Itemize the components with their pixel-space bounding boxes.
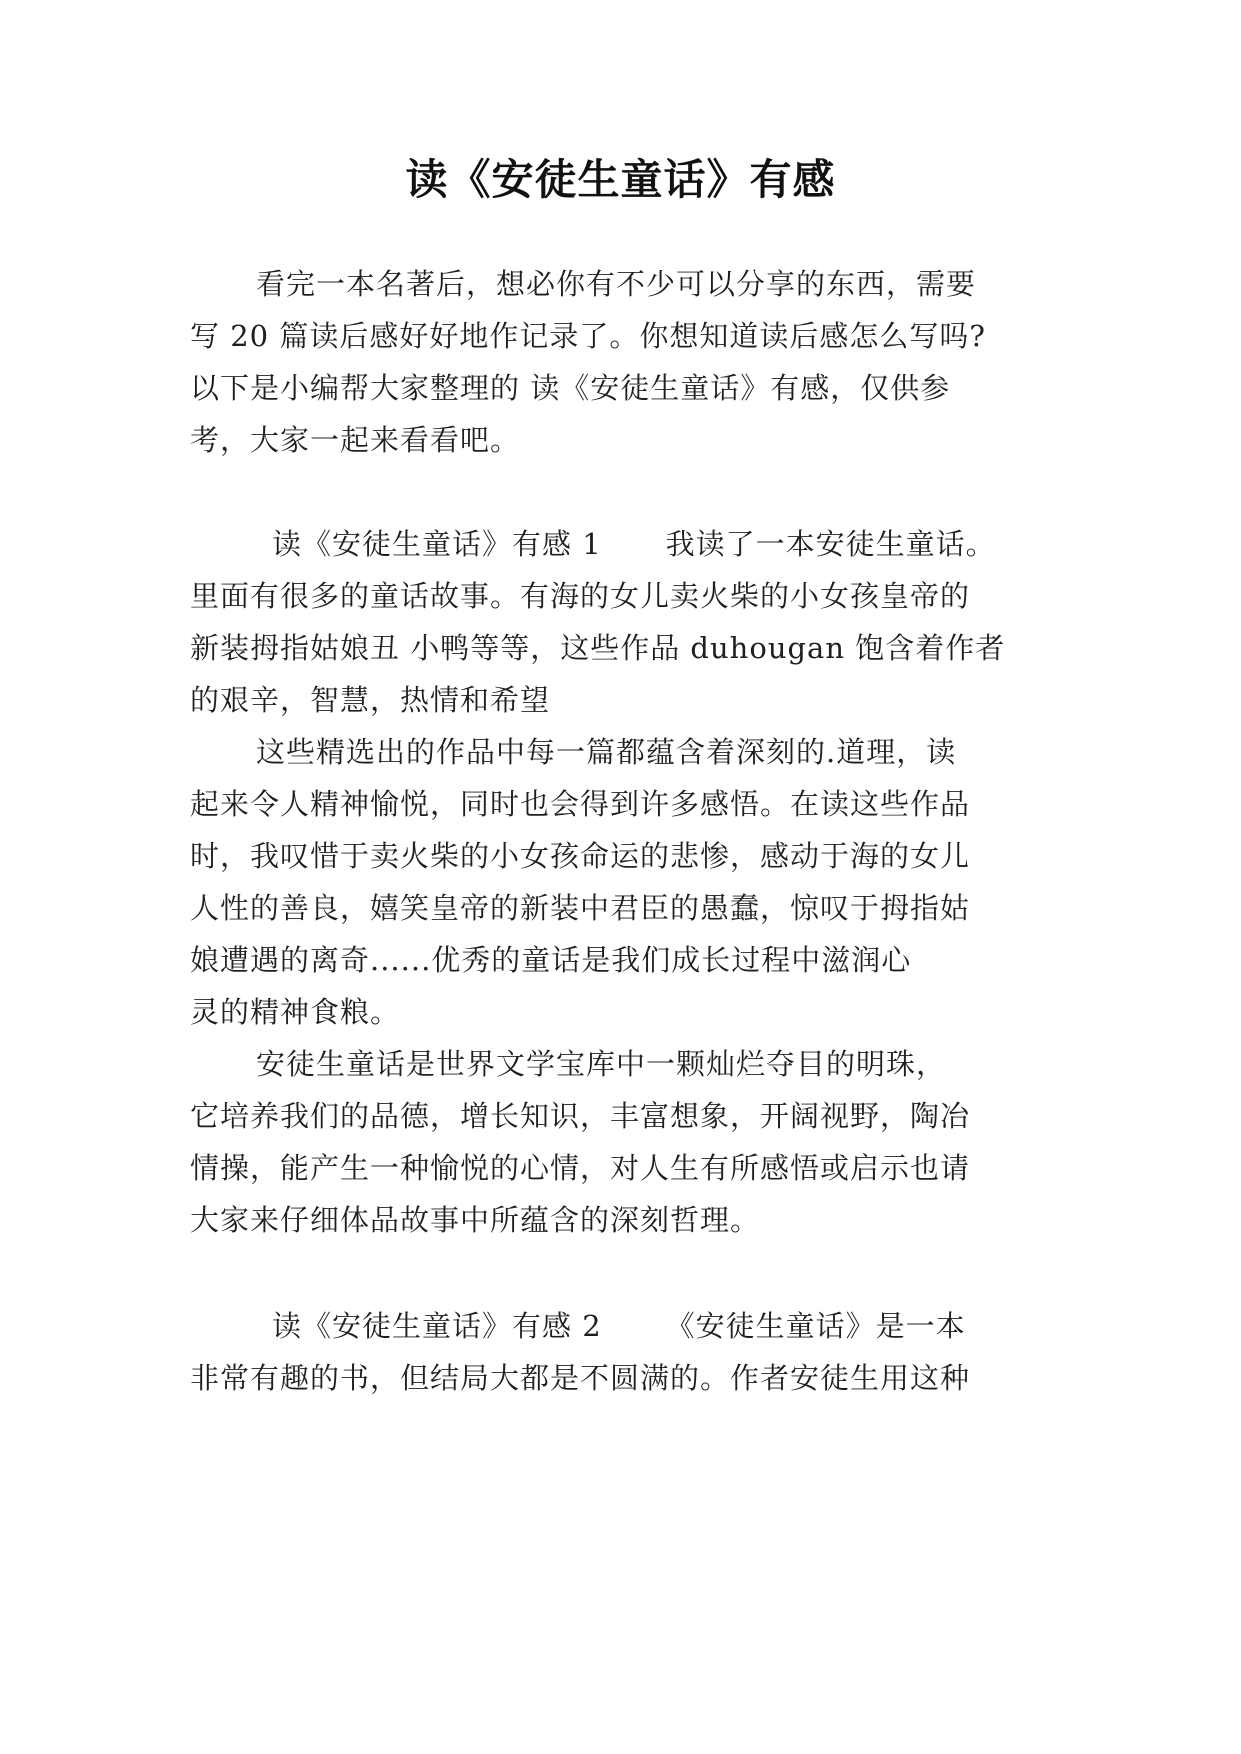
section-1-para2-line: 时，我叹惜于卖火柴的小女孩命运的悲惨，感动于海的女儿 — [190, 839, 971, 873]
section-2-heading: 读《安徒生童话》有感 2 — [272, 1309, 602, 1343]
section-1-para2-line: 娘遭遇的离奇......优秀的童话是我们成长过程中滋润心 — [190, 943, 912, 977]
section-1-para2-line: 这些精选出的作品中每一篇都蕴含着深刻的.道理，读 — [256, 735, 957, 769]
section-1-heading: 读《安徒生童话》有感 1 — [272, 527, 602, 561]
section-1-line: 的艰辛，智慧，热情和希望 — [190, 683, 551, 717]
section-1-para2-line: 人性的善良，嬉笑皇帝的新装中君臣的愚蠢，惊叹于拇指姑 — [190, 891, 971, 925]
section-2-heading-line — [272, 1306, 1050, 1346]
section-2-heading-tail: 《安徒生童话》是一本 — [665, 1309, 966, 1343]
section-1-para3-line: 安徒生童话是世界文学宝库中一颗灿烂夺目的明珠， — [256, 1047, 947, 1081]
section-2-line: 非常有趣的书，但结局大都是不圆满的。作者安徒生用这种 — [190, 1361, 971, 1395]
section-1-para3-line: 大家来仔细体品故事中所蕴含的深刻哲理。 — [190, 1203, 761, 1237]
intro-line: 写 20 篇读后感好好地作记录了。你想知道读后感怎么写吗? — [190, 319, 986, 353]
intro-line: 看完一本名著后，想必你有不少可以分享的东西，需要 — [256, 267, 977, 301]
section-1-para2-line: 起来令人精神愉悦，同时也会得到许多感悟。在读这些作品 — [190, 787, 971, 821]
section-1-para3-line: 情操，能产生一种愉悦的心情，对人生有所感悟或启示也请 — [190, 1151, 971, 1185]
document-title: 读《安徒生童话》有感 — [405, 155, 836, 204]
section-1-heading-line — [272, 524, 1050, 564]
section-1-line: 新装拇指姑娘丑 小鸭等等，这些作品 duhougan 饱含着作者 — [190, 631, 1006, 665]
intro-line: 考，大家一起来看看吧。 — [190, 423, 521, 457]
section-1-para3-line: 它培养我们的品德，增长知识，丰富想象，开阔视野，陶冶 — [190, 1099, 971, 1133]
section-1-para2-line: 灵的精神食粮。 — [190, 995, 401, 1029]
section-1-line: 里面有很多的童话故事。有海的女儿卖火柴的小女孩皇帝的 — [190, 579, 971, 613]
section-1-heading-tail: 我读了一本安徒生童话。 — [665, 527, 996, 561]
intro-line: 以下是小编帮大家整理的 读《安徒生童话》有感，仅供参 — [190, 371, 951, 405]
